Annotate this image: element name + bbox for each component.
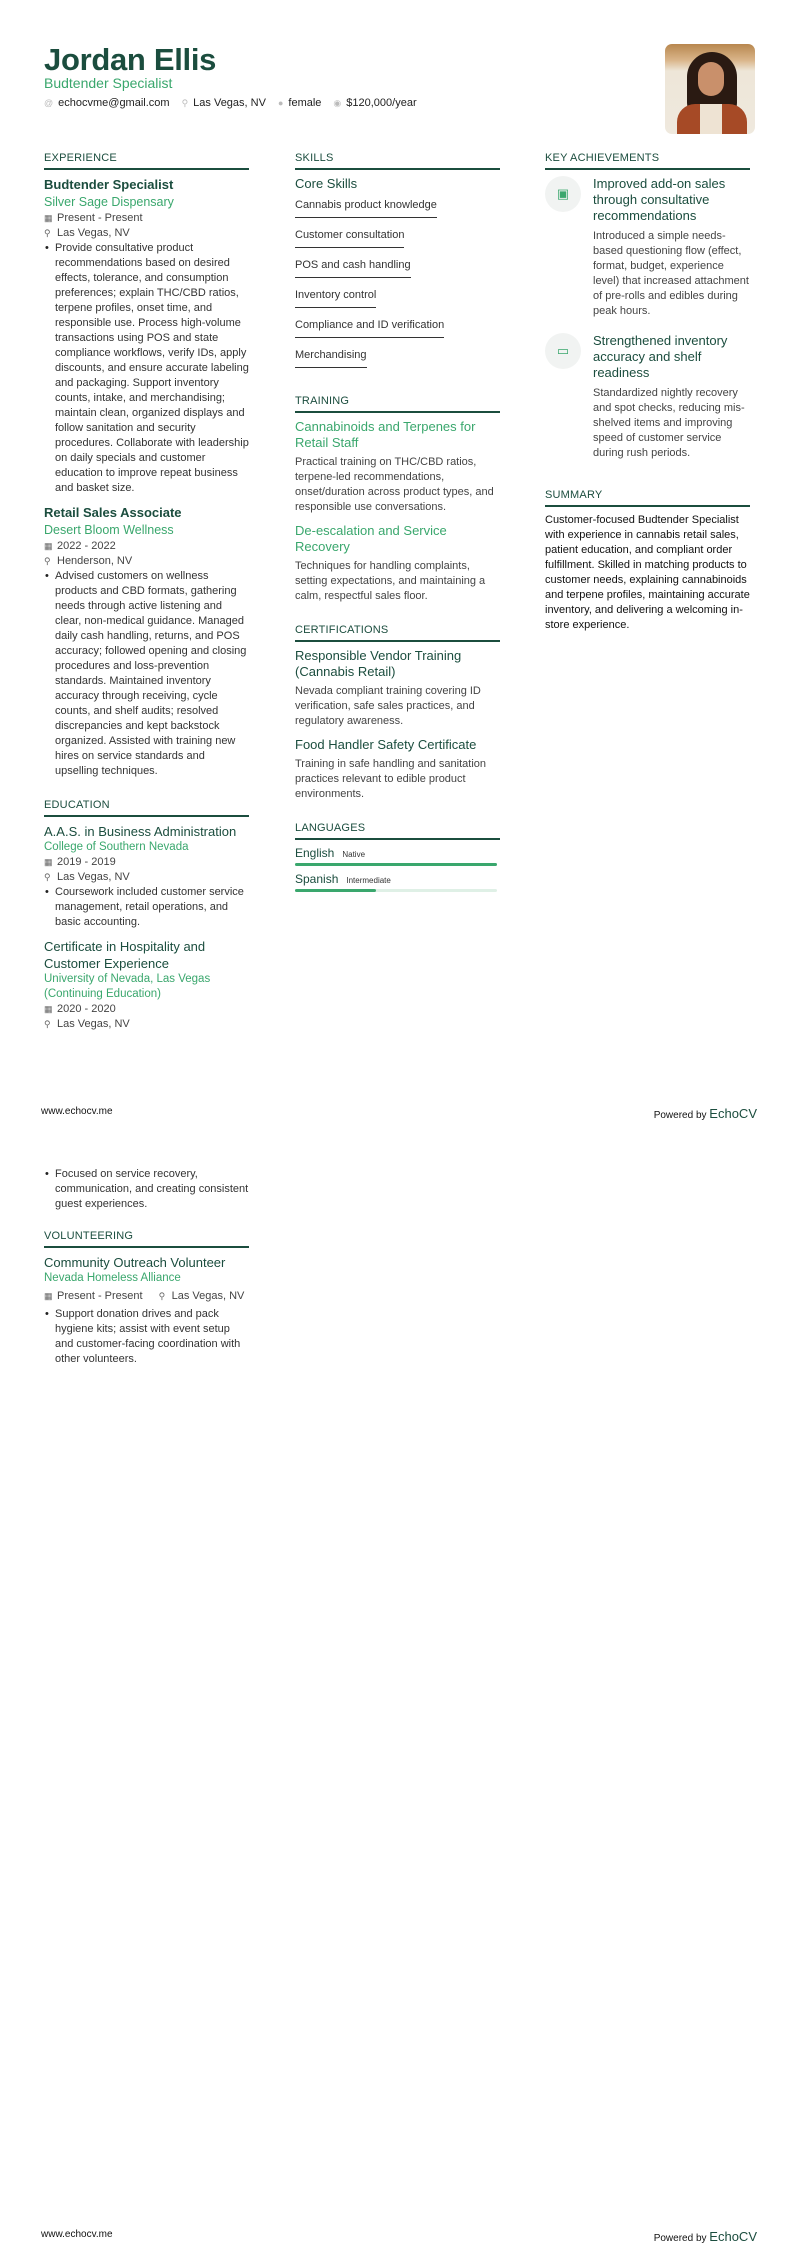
footer-powered bbox=[654, 2229, 757, 2244]
powered-by-text: Powered by bbox=[653, 2233, 707, 2244]
job-role: Retail Sales Associate bbox=[44, 505, 182, 520]
experience-item bbox=[44, 504, 249, 779]
school: University of Nevada, Las Vegas (Continuing Education) bbox=[44, 973, 211, 1000]
education-item bbox=[44, 938, 249, 1032]
calendar-icon: ▦ bbox=[44, 1291, 53, 1301]
contact-salary: $120,000/year bbox=[346, 97, 417, 109]
cert-title: Responsible Vendor Training (Cannabis Retail) bbox=[295, 648, 462, 679]
language-bar-fill bbox=[295, 889, 376, 892]
volunteer-role: Community Outreach Volunteer bbox=[44, 1255, 226, 1270]
skill-item: Merchandising bbox=[295, 348, 367, 368]
powered-by-text: Powered by bbox=[653, 1110, 707, 1121]
skill-item: Customer consultation bbox=[295, 228, 404, 248]
profile-photo bbox=[665, 44, 755, 134]
skill-item: Compliance and ID verification bbox=[295, 318, 444, 338]
location-icon: ⚲ bbox=[44, 872, 51, 882]
volunteer-org: Nevada Homeless Alliance bbox=[44, 1272, 181, 1284]
certifications-section bbox=[295, 624, 500, 802]
edu-bullet: • Focused on service recovery, communication, and creating consistent guest experiences. bbox=[44, 1167, 249, 1212]
skill-item: Inventory control bbox=[295, 288, 376, 308]
footer-site: www.echocv.me bbox=[41, 2229, 113, 2240]
job-dates: Present - Present bbox=[57, 212, 143, 224]
skill-item: Cannabis product knowledge bbox=[295, 198, 437, 218]
calendar-icon: ▦ bbox=[44, 213, 53, 223]
training-title: Cannabinoids and Terpenes for Retail Staff bbox=[295, 419, 476, 450]
section-heading: CERTIFICATIONS bbox=[295, 624, 500, 642]
brand-logo: EchoCV bbox=[709, 1106, 757, 1121]
cert-title: Food Handler Safety Certificate bbox=[295, 737, 477, 752]
languages-section bbox=[295, 822, 500, 892]
job-role: Budtender Specialist bbox=[44, 177, 174, 192]
section-heading: LANGUAGES bbox=[295, 822, 500, 840]
achievement-desc: Introduced a simple needs-based questioning flow (effect, format, budget, experience level) that increased attachment of pre-rolls and edibles during peak hours. bbox=[593, 230, 749, 317]
training-desc: Practical training on THC/CBD ratios, terpene-led recommendations, onset/duration across product types, and responsible use conversations. bbox=[295, 456, 494, 513]
achievement-item bbox=[545, 176, 750, 327]
job-bullet: • Provide consultative product recommendations based on desired effects, tolerance, and consumption preferences; explain THC/CBD ratios, terpene profiles, onset time, and responsible use. Process high-volume transactions using POS and state compliance workflows, verify IDs, apply discounts, and ensure accurate labeling and packaging. Support inventory counts, intake, and merchandising; maintain clean, organized displays and follow sanitation and security procedures. Collaborate with leadership on daily specials and customer education to improve repeat business and basket size. bbox=[44, 241, 249, 496]
edu-bullet: • Coursework included customer service management, retail operations, and basic accounting. bbox=[44, 885, 249, 930]
edu-dates: 2019 - 2019 bbox=[57, 856, 116, 868]
achievement-item bbox=[545, 333, 750, 469]
summary-text: Customer-focused Budtender Specialist with experience in cannabis retail sales, patient education, and compliant order fulfillment. Skilled in matching products to customer needs, explaining cannabinoids and terpene profiles, maintaining accurate inventory, and delivering a welcoming in-store experience. bbox=[545, 514, 750, 631]
cert-desc: Training in safe handling and sanitation practices relevant to edible product environments. bbox=[295, 758, 487, 800]
contact-email: echocvme@gmail.com bbox=[58, 97, 170, 109]
volunteer-location: Las Vegas, NV bbox=[171, 1290, 245, 1302]
contact-gender: female bbox=[288, 97, 322, 109]
training-desc: Techniques for handling complaints, setting expectations, and maintaining a calm, respectful sales floor. bbox=[295, 560, 486, 602]
left-column-continued bbox=[44, 1167, 249, 1387]
language-bar-fill bbox=[295, 863, 497, 866]
achievement-title: Improved add-on sales through consultative recommendations bbox=[593, 176, 726, 223]
volunteering-section bbox=[44, 1230, 249, 1367]
person-icon: ● bbox=[277, 98, 284, 108]
language-name: English bbox=[295, 846, 335, 860]
section-heading: SKILLS bbox=[295, 152, 500, 170]
location-icon: ⚲ bbox=[158, 1291, 166, 1301]
right-column bbox=[545, 152, 750, 653]
job-dates: 2022 - 2022 bbox=[57, 540, 116, 552]
contact-row bbox=[44, 97, 417, 109]
achievement-title: Strengthened inventory accuracy and shelf readiness bbox=[593, 333, 728, 380]
page-2 bbox=[0, 1123, 794, 2246]
degree: Certificate in Hospitality and Customer Experience bbox=[44, 939, 206, 971]
candidate-name: Jordan Ellis bbox=[44, 42, 217, 77]
chip-icon: ▣ bbox=[545, 176, 581, 212]
calendar-icon: ▦ bbox=[44, 541, 53, 551]
volunteer-bullet: • Support donation drives and pack hygiene kits; assist with event setup and customer-facing coordination with other volunteers. bbox=[44, 1307, 249, 1367]
language-bar bbox=[295, 889, 497, 892]
footer-powered bbox=[654, 1106, 757, 1121]
job-company: Silver Sage Dispensary bbox=[44, 195, 174, 209]
achievements-section bbox=[545, 152, 750, 469]
job-location: Las Vegas, NV bbox=[57, 227, 130, 239]
edu-location: Las Vegas, NV bbox=[57, 871, 130, 883]
job-location: Henderson, NV bbox=[57, 555, 133, 567]
location-icon: ⚲ bbox=[44, 228, 51, 238]
job-bullet: • Advised customers on wellness products and CBD formats, gathering needs through active listening and clear, non-medical guidance. Managed daily cash handling, returns, and POS accuracy; followed opening and closing procedures and loss-prevention standards. Maintained inventory accuracy through receiving, cycle counts, and shelf audits; resolved discrepancies and kept backstock organized. Assisted with training new hires on service standards and upselling techniques. bbox=[44, 569, 249, 779]
left-column bbox=[44, 152, 249, 1052]
edu-dates: 2020 - 2020 bbox=[57, 1003, 116, 1015]
experience-section bbox=[44, 152, 249, 779]
skill-item: POS and cash handling bbox=[295, 258, 411, 278]
candidate-title: Budtender Specialist bbox=[44, 75, 173, 91]
language-name: Spanish bbox=[295, 872, 339, 886]
location-icon: ⚲ bbox=[44, 556, 51, 566]
skill-group-title: Core Skills bbox=[295, 176, 358, 191]
section-heading: KEY ACHIEVEMENTS bbox=[545, 152, 750, 170]
section-heading: SUMMARY bbox=[545, 489, 750, 507]
skills-section bbox=[295, 152, 500, 375]
school: College of Southern Nevada bbox=[44, 841, 189, 853]
salary-icon: ◉ bbox=[333, 97, 342, 108]
achievement-desc: Standardized nightly recovery and spot checks, reducing mis-shelved items and improving speed of customer service during rush periods. bbox=[593, 387, 745, 459]
calendar-icon: ▦ bbox=[44, 857, 53, 867]
experience-item bbox=[44, 176, 249, 496]
footer-site: www.echocv.me bbox=[41, 1106, 113, 1117]
language-level: Native bbox=[342, 850, 366, 859]
archive-icon: ▭ bbox=[545, 333, 581, 369]
location-icon: ⚲ bbox=[44, 1019, 51, 1029]
section-heading: VOLUNTEERING bbox=[44, 1230, 249, 1248]
summary-section bbox=[545, 489, 750, 633]
education-item bbox=[44, 823, 249, 930]
volunteer-dates: Present - Present bbox=[57, 1290, 143, 1302]
section-heading: EDUCATION bbox=[44, 799, 249, 817]
brand-logo: EchoCV bbox=[709, 2229, 757, 2244]
section-heading: EXPERIENCE bbox=[44, 152, 249, 170]
calendar-icon: ▦ bbox=[44, 1004, 53, 1014]
cert-desc: Nevada compliant training covering ID verification, safe sales practices, and regulatory awareness. bbox=[295, 685, 481, 727]
language-item bbox=[295, 846, 500, 866]
location-icon: ⚲ bbox=[181, 97, 189, 108]
degree: A.A.S. in Business Administration bbox=[44, 824, 237, 839]
section-heading: TRAINING bbox=[295, 395, 500, 413]
training-title: De-escalation and Service Recovery bbox=[295, 523, 447, 554]
language-bar bbox=[295, 863, 497, 866]
education-section bbox=[44, 799, 249, 1032]
training-section bbox=[295, 395, 500, 604]
language-level: Intermediate bbox=[346, 876, 391, 885]
edu-location: Las Vegas, NV bbox=[57, 1018, 130, 1030]
at-icon: @ bbox=[44, 98, 54, 108]
language-item bbox=[295, 872, 500, 892]
contact-location: Las Vegas, NV bbox=[193, 97, 266, 109]
middle-column bbox=[295, 152, 500, 912]
job-company: Desert Bloom Wellness bbox=[44, 523, 174, 537]
